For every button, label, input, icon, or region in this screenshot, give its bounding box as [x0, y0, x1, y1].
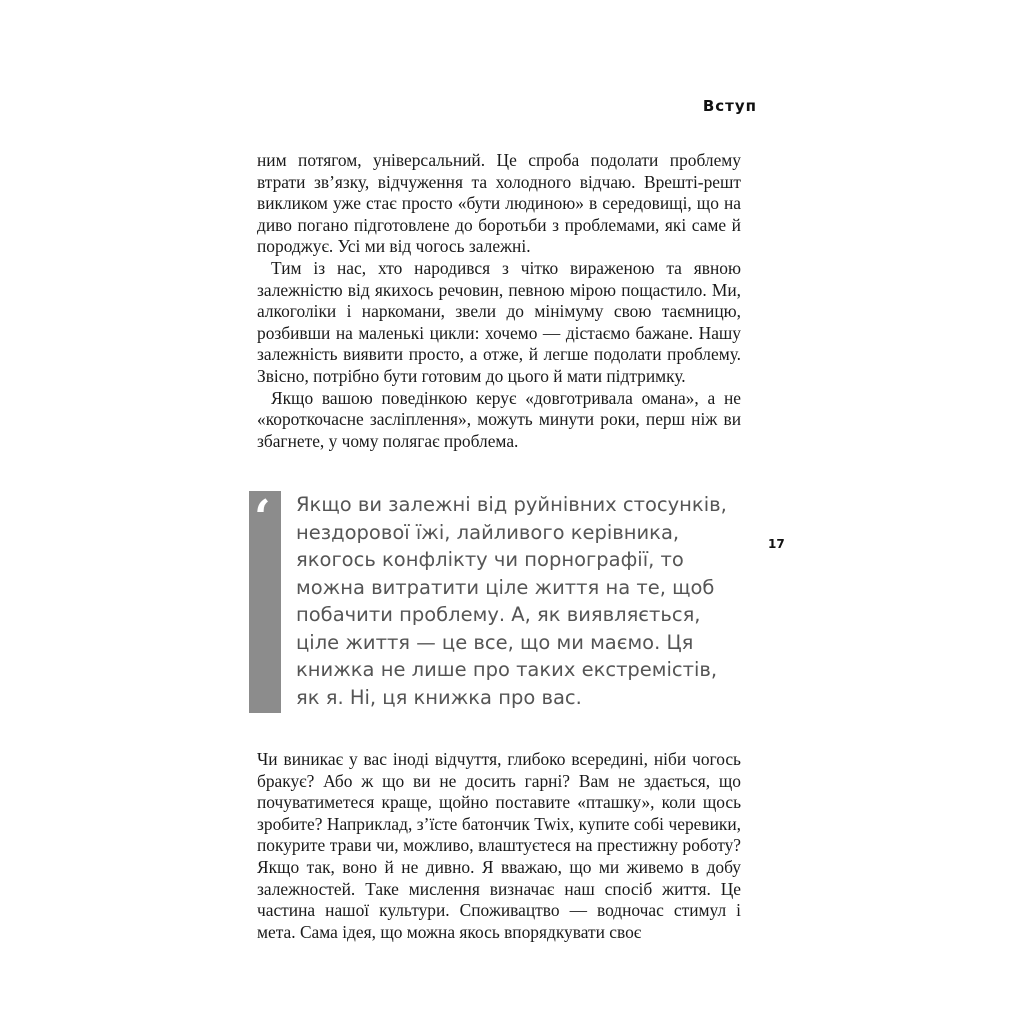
paragraph: Тим із нас, хто народився з чітко вираженою та явною залежністю від якихось речовин, певною мірою пощастило. Ми, алкоголіки і наркомани, звели до мінімуму свою таємницю, розбивши на маленькі цикли: хочемо — дістаємо бажане. Нашу залежність виявити просто, а отже, й легше подолати проблему. Звісно, потрібно бути готовим до цього й мати підтримку. [257, 257, 741, 386]
paragraph: ним потягом, універсальний. Це спроба подолати проблему втрати зв’язку, відчуження та холодного відчаю. Врешті-решт викликом уже стає просто «бути людиною» в середовищі, що на диво погано підготовлене до боротьби з проблемами, які саме й породжує. Усі ми від чогось залежні. [257, 150, 741, 257]
body-text-bottom [257, 749, 741, 943]
paragraph: Якщо вашою поведінкою керує «довготривала омана», а не «короткочасне засліплення», можуть минути роки, перш ніж ви збагнете, у чому полягає проблема. [257, 387, 741, 451]
pullquote-text: Якщо ви залежні від руйнівних стосунків, нездорової їжі, лайливого керівника, якогось конфлікту чи порнографії, то можна витратити ціле життя на те, щоб побачити проблему. А, як виявляється, ціле життя — це все, що ми маємо. Ця книжка не лише про таких екстремістів, як я. Ні, ця книжка про вас. [296, 493, 727, 709]
body-text-top [257, 150, 741, 452]
running-head-title: Вступ [702, 97, 757, 115]
paragraph: Чи виникає у вас іноді відчуття, глибоко всередині, ніби чогось бракує? Або ж що ви не досить гарні? Вам не здається, що почуватиметеся краще, щойно поставите «пташку», коли щось зробите? Наприклад, з’їсте батончик Twix, купите собі черевики, покурите трави чи, можливо, влаштуєтеся на престижну роботу? Якщо так, воно й не дивно. Я вважаю, що ми живемо в добу залежностей. Таке мислення визначає наш спосіб життя. Це частина нашої культури. Споживацтво — водночас стимул і мета. Сама ідея, що можна якось впорядкувати своє [257, 749, 741, 942]
page-number: 17 [768, 537, 785, 551]
quote-mark-icon: ‘ [254, 490, 271, 546]
